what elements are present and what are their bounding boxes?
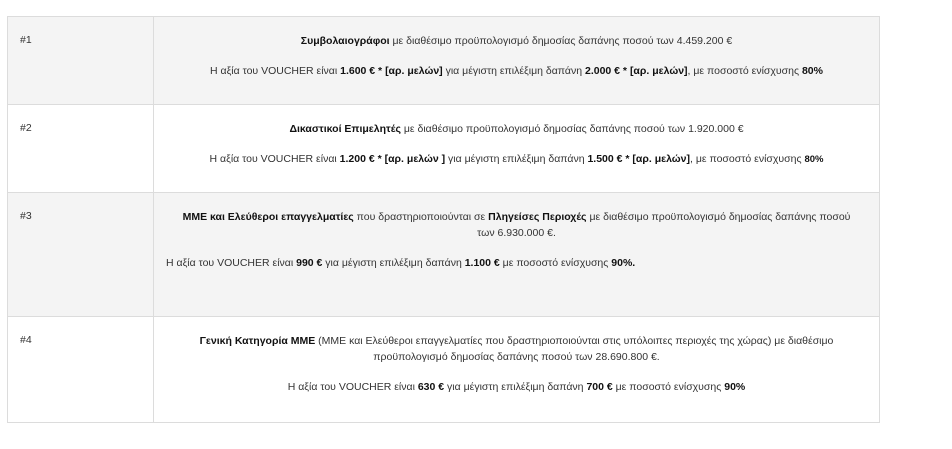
row-description [154, 317, 880, 422]
voucher-value: 630 € [417, 381, 445, 393]
voucher-max: 2.000 € * [αρ. μελών] [584, 65, 688, 77]
voucher-text: με ποσοστό ενίσχυσης [612, 381, 725, 393]
voucher-text: με ποσοστό ενίσχυσης [499, 257, 612, 269]
voucher-max: 700 € [586, 381, 613, 393]
category-budget: (ΜΜΕ και Ελεύθεροι επαγγελματίες που δραστηριοποιούνται στις υπόλοιπες περιοχές της χώρας) με διαθέσιμο προϋπολογισμό δημοσίας δαπάνης ποσού των 28.690.800 €. [315, 335, 834, 363]
voucher-text: Η αξία του VOUCHER είναι [210, 65, 341, 77]
voucher-line [154, 63, 879, 79]
category-budget: με διαθέσιμο προϋπολογισμό δημοσίας δαπάνης ποσού των 4.459.200 € [389, 35, 733, 47]
voucher-value: 1.600 € * [αρ. μελών] [340, 65, 443, 77]
voucher-line [154, 379, 879, 395]
category-line [154, 209, 879, 241]
row-number: #2 [8, 105, 154, 192]
voucher-text: Η αξία του VOUCHER είναι [166, 257, 297, 269]
category-name: Δικαστικοί Επιμελητές [289, 123, 401, 135]
table-row [8, 317, 880, 423]
table-row [8, 17, 880, 105]
voucher-text: , με ποσοστό ενίσχυσης [690, 153, 805, 165]
voucher-percent: 80% [804, 154, 824, 165]
row-description [154, 17, 880, 104]
category-text: που δραστηριοποιούνται σε [353, 211, 489, 223]
voucher-percent: 80% [801, 65, 823, 77]
voucher-value: 990 € [296, 257, 323, 269]
table-row [8, 193, 880, 317]
category-budget: με διαθέσιμο προϋπολογισμό δημοσίας δαπάνης ποσού των 1.920.000 € [400, 123, 744, 135]
category-budget: με διαθέσιμο προϋπολογισμό δημοσίας δαπάνης ποσού των 6.930.000 €. [477, 211, 851, 239]
voucher-text: για μέγιστη επιλέξιμη δαπάνη [322, 257, 465, 269]
voucher-percent: 90%. [611, 257, 636, 269]
category-name: ΜΜΕ και Ελεύθεροι επαγγελματίες [182, 211, 354, 223]
voucher-line [154, 151, 879, 168]
category-line [154, 121, 879, 137]
voucher-text: , με ποσοστό ενίσχυσης [687, 65, 802, 77]
voucher-categories-table [7, 16, 880, 423]
row-description [154, 193, 880, 316]
category-line [154, 333, 879, 365]
voucher-text: Η αξία του VOUCHER είναι [209, 153, 340, 165]
table-row [8, 105, 880, 193]
row-description [154, 105, 880, 192]
voucher-max: 1.100 € [464, 257, 500, 269]
row-number: #1 [8, 17, 154, 104]
category-name: Συμβολαιογράφοι [300, 35, 390, 47]
category-name: Γενική Κατηγορία ΜΜΕ [199, 335, 316, 347]
voucher-max: 1.500 € * [αρ. μελών] [587, 153, 691, 165]
voucher-text: για μέγιστη επιλέξιμη δαπάνη [442, 65, 585, 77]
voucher-line [154, 255, 879, 271]
category-line [154, 33, 879, 49]
voucher-value: 1.200 € * [αρ. μελών ] [339, 153, 446, 165]
voucher-text: για μέγιστη επιλέξιμη δαπάνη [445, 153, 588, 165]
voucher-text: για μέγιστη επιλέξιμη δαπάνη [444, 381, 587, 393]
row-number: #3 [8, 193, 154, 316]
category-region: Πληγείσες Περιοχές [488, 211, 587, 223]
voucher-text: Η αξία του VOUCHER είναι [287, 381, 418, 393]
voucher-percent: 90% [724, 381, 746, 393]
row-number: #4 [8, 317, 154, 422]
